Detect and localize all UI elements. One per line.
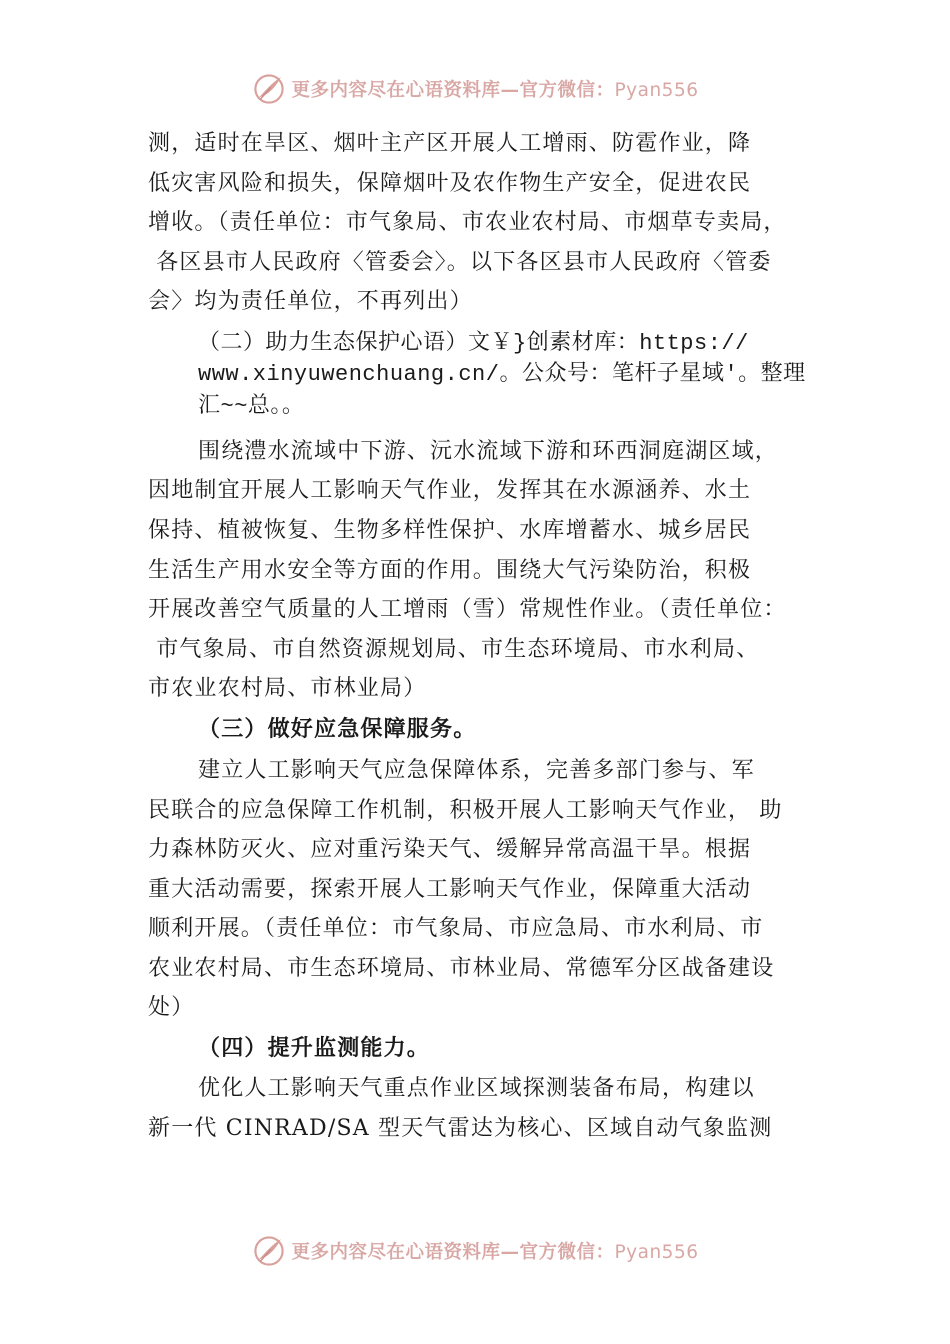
text-line: 重大活动需要，探索开展人工影响天气作业，保障重大活动 [148, 877, 752, 902]
quill-logo-icon [252, 1234, 286, 1268]
banner-text: 更多内容尽在心语资料库—官方微信：Pyan556 [291, 1242, 699, 1263]
banner-text: 更多内容尽在心语资料库—官方微信：Pyan556 [291, 80, 699, 101]
quill-logo-icon [252, 72, 286, 106]
text-line: 生活生产用水安全等方面的作用。围绕大气污染防治，积极 [148, 558, 752, 583]
footer-watermark-banner [0, 1234, 950, 1274]
text-line: 力森林防灭火、应对重污染天气、缓解异常高温干旱。根据 [148, 837, 752, 862]
section-heading: （四）提升监测能力。 [198, 1035, 431, 1061]
text-line: 新一代 CINRAD/SA 型天气雷达为核心、区域自动气象监测 [148, 1116, 773, 1141]
text-line: 围绕澧水流域中下游、沅水流域下游和环西洞庭湖区域， [198, 439, 779, 464]
text-line: 顺利开展。（责任单位：市气象局、市应急局、市水利局、市 [148, 916, 764, 941]
text-line: 建立人工影响天气应急保障体系，完善多部门参与、军 [198, 758, 755, 783]
text-line: 因地制宜开展人工影响天气作业，发挥其在水源涵养、水土 [148, 478, 752, 503]
text-line: 开展改善空气质量的人工增雨（雪）常规性作业。（责任单位： [148, 597, 787, 622]
text-line: 保持、植被恢复、生物多样性保护、水库增蓄水、城乡居民 [148, 518, 752, 543]
text-line: 会〉均为责任单位，不再列出） [148, 289, 473, 314]
text-line: 汇~~总。。 [198, 394, 305, 419]
text-line: 测，适时在旱区、烟叶主产区开展人工增雨、防雹作业，降 [148, 131, 752, 156]
text-line: 市农业农村局、市林业局） [148, 676, 427, 701]
text-line: www.xinyuwenchuang.cn/。公众号：笔杆子星域'。整理 [198, 362, 806, 387]
text-line: 农业农村局、市生态环境局、市林业局、常德军分区战备建设 [148, 956, 775, 981]
text-line: 各区县市人民政府〈管委会〉。以下各区县市人民政府〈管委 [148, 250, 772, 275]
text-line: 民联合的应急保障工作机制，积极开展人工影响天气作业， 助 [148, 798, 783, 823]
text-line: 低灾害风险和损失，保障烟叶及农作物生产安全，促进农民 [148, 171, 752, 196]
text-line: 处） [148, 995, 195, 1020]
text-line: （二）助力生态保护心语）文￥}创素材库：https:// [198, 331, 749, 356]
header-watermark-banner [0, 72, 950, 112]
text-line: 优化人工影响天气重点作业区域探测装备布局，构建以 [198, 1076, 755, 1101]
section-heading: （三）做好应急保障服务。 [198, 716, 477, 742]
text-line: 增收。（责任单位：市气象局、市农业农村局、市烟草专卖局， [148, 210, 787, 235]
text-line: 市气象局、市自然资源规划局、市生态环境局、市水利局、 [148, 637, 760, 662]
